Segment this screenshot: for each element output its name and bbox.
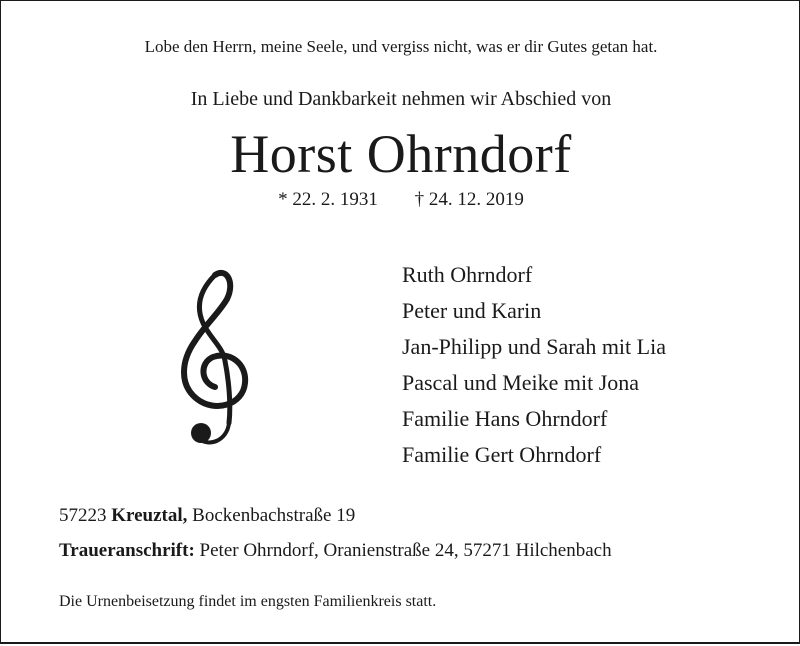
burial-note: Die Urnenbeisetzung findet im engsten Familienkreis statt.: [59, 593, 437, 610]
address-street: Bockenbachstraße 19: [192, 505, 356, 526]
death-date: † 24. 12. 2019: [414, 189, 524, 210]
mourner-list: [402, 257, 666, 473]
mourner-item: Familie Hans Ohrndorf: [402, 406, 608, 431]
mourner-item: Ruth Ohrndorf: [402, 262, 533, 287]
life-dates: [1, 189, 800, 211]
mourner-item: Jan-Philipp und Sarah mit Lia: [402, 334, 666, 359]
mourning-address: [59, 540, 612, 562]
address-zip: 57223: [59, 505, 107, 526]
intro-line: In Liebe und Dankbarkeit nehmen wir Abschied von: [190, 88, 612, 110]
mourner-item: Pascal und Meike mit Jona: [402, 370, 640, 395]
mourner-item: Peter und Karin: [402, 298, 542, 323]
mourning-address-value: Peter Ohrndorf, Oranienstraße 24, 57271 Hilchenbach: [199, 540, 612, 561]
bible-verse: Lobe den Herrn, meine Seele, und vergiss nicht, was er dir Gutes getan hat.: [144, 37, 658, 56]
mourning-address-label: Traueranschrift:: [59, 540, 195, 561]
residence-address: [59, 505, 355, 527]
mourner-item: Familie Gert Ohrndorf: [402, 442, 602, 467]
birth-date: * 22. 2. 1931: [278, 189, 378, 210]
treble-clef-icon: [169, 265, 257, 455]
deceased-name: Horst Ohrndorf: [230, 124, 572, 184]
address-city: Kreuztal,: [111, 505, 188, 526]
